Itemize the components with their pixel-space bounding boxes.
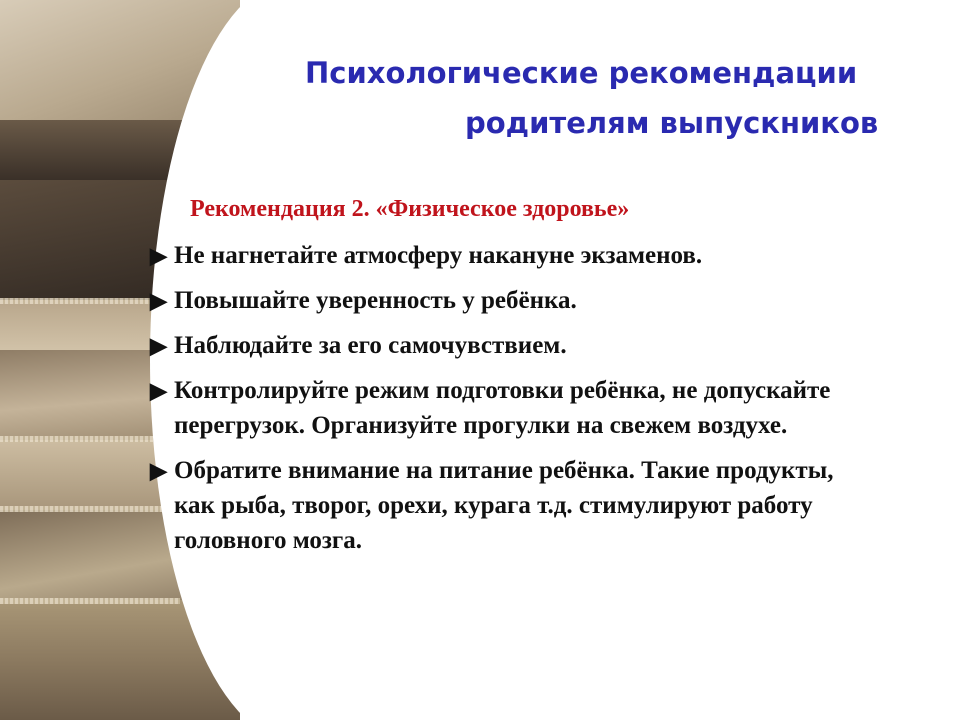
triangle-right-icon: ▶ — [150, 243, 167, 268]
list-item-text: Не нагнетайте атмосферу накануне экзаменов. — [174, 242, 703, 269]
slide-title-line-1: Психологические рекомендации — [305, 56, 858, 90]
recommendation-list — [150, 238, 850, 568]
recommendation-heading: Рекомендация 2. «Физическое здоровье» — [190, 196, 630, 222]
list-item-text: Обратите внимание на питание ребёнка. Такие продукты, как рыба, творог, орехи, курага т.д. стимулируют работу головного мозга. — [174, 457, 834, 554]
list-item — [150, 283, 850, 318]
list-item — [150, 373, 850, 443]
slide-title-line-2: родителям выпускников — [465, 106, 879, 140]
list-item — [150, 238, 850, 273]
list-item-text: Контролируйте режим подготовки ребёнка, не допускайте перегрузок. Организуйте прогулки на свежем воздухе. — [174, 377, 831, 439]
list-item — [150, 453, 850, 558]
triangle-right-icon: ▶ — [150, 288, 167, 313]
book-page-edge — [0, 598, 180, 604]
slide-title — [250, 48, 940, 148]
list-item — [150, 328, 850, 363]
triangle-right-icon: ▶ — [150, 333, 167, 358]
list-item-text: Повышайте уверенность у ребёнка. — [174, 287, 577, 314]
triangle-right-icon: ▶ — [150, 378, 167, 403]
list-item-text: Наблюдайте за его самочувствием. — [174, 332, 567, 359]
triangle-right-icon: ▶ — [150, 458, 167, 483]
